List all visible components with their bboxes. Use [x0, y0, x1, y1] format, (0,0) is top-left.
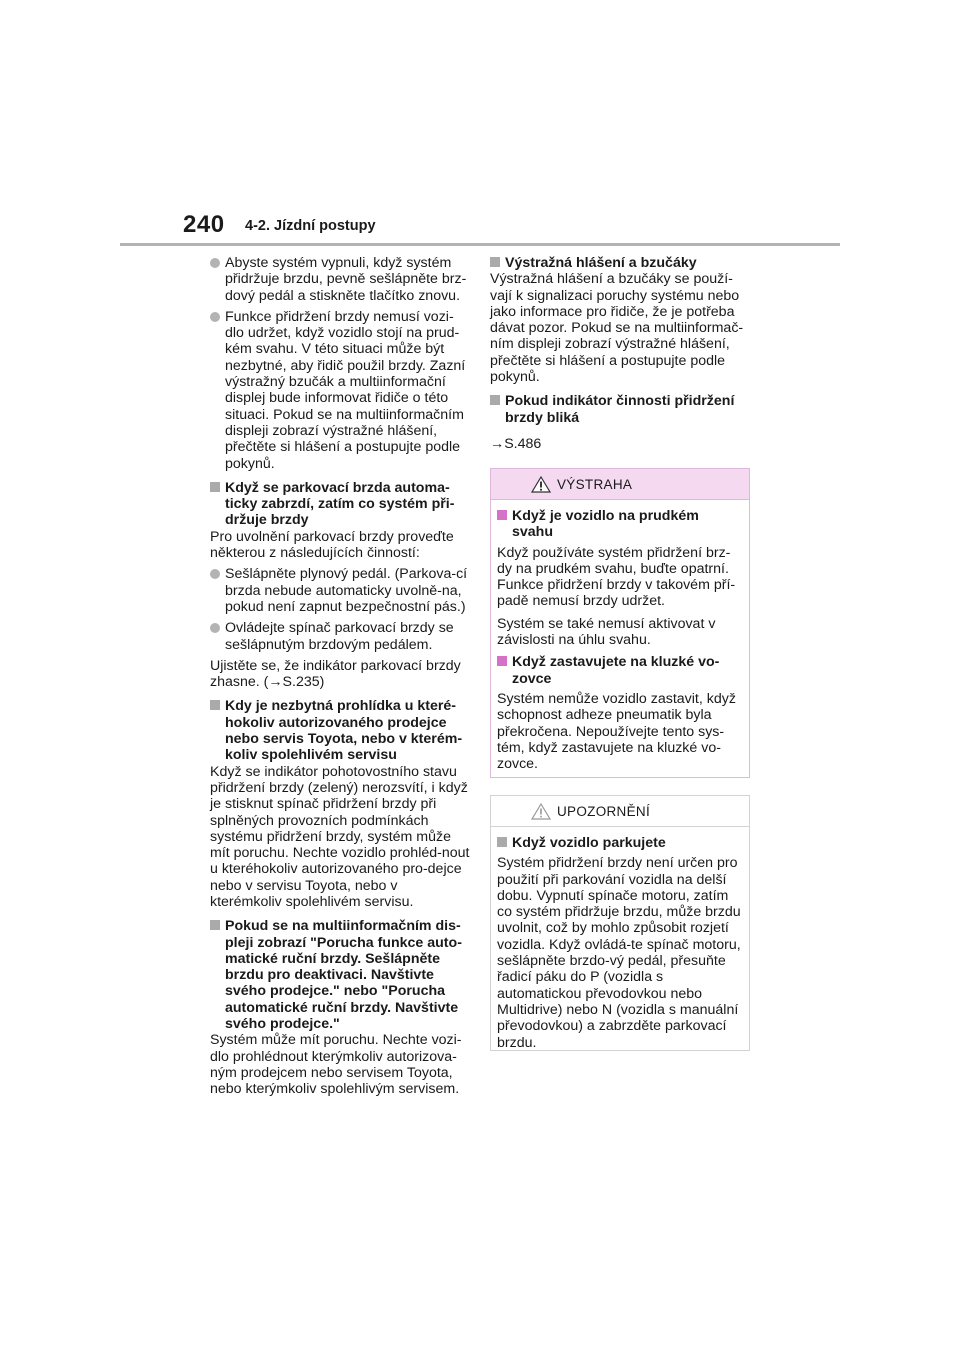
bullet-icon [210, 623, 220, 633]
subheading: Výstražná hlášení a bzučáky [490, 255, 752, 271]
bullet-icon [210, 312, 220, 322]
warning-box-header [491, 469, 749, 500]
bullet-icon [210, 569, 220, 579]
subheading: Kdy je nezbytná prohlídka u které-hokoliv autorizovaného prodejce nebo servis Toyota, nebo v kterém-koliv spolehlivém servisu [210, 698, 472, 763]
page-number: 240 [183, 211, 225, 238]
square-bullet-icon [490, 395, 500, 405]
page-reference: →S.486 [490, 435, 542, 452]
list-item: Funkce přidržení brzdy nemusí vozi-dlo udržet, když vozidlo stojí na prud-kém svahu. V této situaci může být nezbytné, aby řidič použil brzdy. Zazní výstražný bzučák a multiinformační displej bude informovat řidiče o této situaci. Pokud se na multiinformačním displeji zobrazí výstražné hlášení, přečtěte si hlášení a postupujte podle pokynů. [210, 309, 472, 472]
square-bullet-icon [210, 920, 220, 930]
paragraph: Výstražná hlášení a bzučáky se použí-vají k signalizaci poruchy systému nebo jako informace pro řidiče, že je potřeba dávat pozor. Pokud se na multiinformač-ním displeji zobrazí výstražné hlášení, přečtěte si hlášení a postupujte podle pokynů. [490, 271, 744, 386]
square-bullet-icon [497, 510, 507, 520]
square-bullet-icon [210, 700, 220, 710]
square-bullet-icon [497, 656, 507, 666]
subheading: Pokud indikátor činnosti přidržení brzdy bliká [490, 393, 752, 426]
square-bullet-icon [490, 257, 500, 267]
warning-box-body [491, 500, 749, 772]
list-item: Sešlápněte plynový pedál. (Parkova-cí brzda nebude automaticky uvolně-na, pokud není zapnut bezpečnostní pás.) [210, 566, 472, 615]
paragraph: Systém nemůže vozidlo zastavit, když schopnost adheze pneumatik byla překročena. Nepoužívejte tento sys-tém, když zastavujete na kluzké vo-zovce. [497, 690, 736, 773]
subheading: Když zastavujete na kluzké vo-zovce [497, 654, 743, 687]
paragraph: Systém přidržení brzdy není určen pro použití při parkování vozidla na delší dobu. Vypnutí spínače motoru, zatím co systém přidržuje brzdu, může brzdu uvolnit, což by mohlo způsobit rozjetí vozidla. Když ovládá-te spínač motoru, sešlápněte brzdo-vý pedál, přesuňte řadicí páku do P (vozidla s automatickou převodovkou nebo Multidrive) nebo N (vozidla s manuální převodovkou) a zabrzděte parkovací brzdu. [497, 855, 741, 1051]
paragraph: Systém může mít poruchu. Nechte vozi-dlo prohlédnout kterýmkoliv autorizova-ným prodejcem nebo servisem Toyota, nebo kterýmkoliv spolehlivým servisem. [210, 1032, 462, 1098]
square-bullet-icon [210, 482, 220, 492]
list-item: Abyste systém vypnuli, když systém přidržuje brzdu, pevně sešlápněte brz-dový pedál a stiskněte tlačítko znovu. [210, 255, 472, 304]
list-item: Ovládejte spínač parkovací brzdy se sešlápnutým brzdovým pedálem. [210, 620, 472, 653]
right-column [490, 255, 752, 452]
paragraph: Systém se také nemusí aktivovat v závislosti na úhlu svahu. [497, 615, 716, 649]
paragraph: Když se indikátor pohotovostního stavu přidržení brzdy (zelený) nerozsvítí, i když je stisknut spínač přidržení brzdy při splněných provozních podmínkách systému přidržení brzdy, systém může mít poruchu. Nechte vozidlo prohléd-nout u kteréhokoliv autorizovaného pro-dejce nebo v servisu Toyota, nebo v kterémkoliv spolehlivém servisu. [210, 763, 470, 910]
bullet-icon [210, 258, 220, 268]
subheading: Pokud se na multiinformačním dis-pleji zobrazí "Porucha funkce auto-matické ruční brzdy. Sešlápněte brzdu pro deaktivaci. Navštivte svého prodejce." nebo "Porucha automatické ruční brzdy. Navštivte svého prodejce." [210, 918, 472, 1032]
page-header [0, 0, 960, 250]
subheading: Když vozidlo parkujete [497, 835, 743, 851]
warning-triangle-icon [531, 476, 551, 493]
paragraph: Když používáte systém přidržení brz-dy na prudkém svahu, buďte opatrní. Funkce přidržení brzdy v takovém pří-padě nemusí brzdy udržet. [497, 544, 736, 610]
subheading: Když se parkovací brzda automa-ticky zabrzdí, zatím co systém při-držuje brzdy [210, 480, 472, 529]
caution-triangle-icon [531, 803, 551, 820]
left-column [210, 255, 472, 1103]
notice-box-header [491, 796, 749, 827]
warning-title: VÝSTRAHA [557, 477, 633, 492]
paragraph: Pro uvolnění parkovací brzdy proveďte některou z následujících činností: [210, 528, 454, 562]
square-bullet-icon [497, 837, 507, 847]
warning-box [490, 468, 750, 778]
notice-box [490, 795, 750, 1051]
section-title: 4-2. Jízdní postupy [245, 218, 376, 234]
subheading: Když je vozidlo na prudkém svahu [497, 508, 743, 541]
notice-box-body [491, 827, 749, 1051]
notice-title: UPOZORNĚNÍ [557, 804, 651, 819]
paragraph: Ujistěte se, že indikátor parkovací brzdy zhasne. (→S.235) [210, 657, 461, 691]
header-divider [120, 243, 840, 246]
